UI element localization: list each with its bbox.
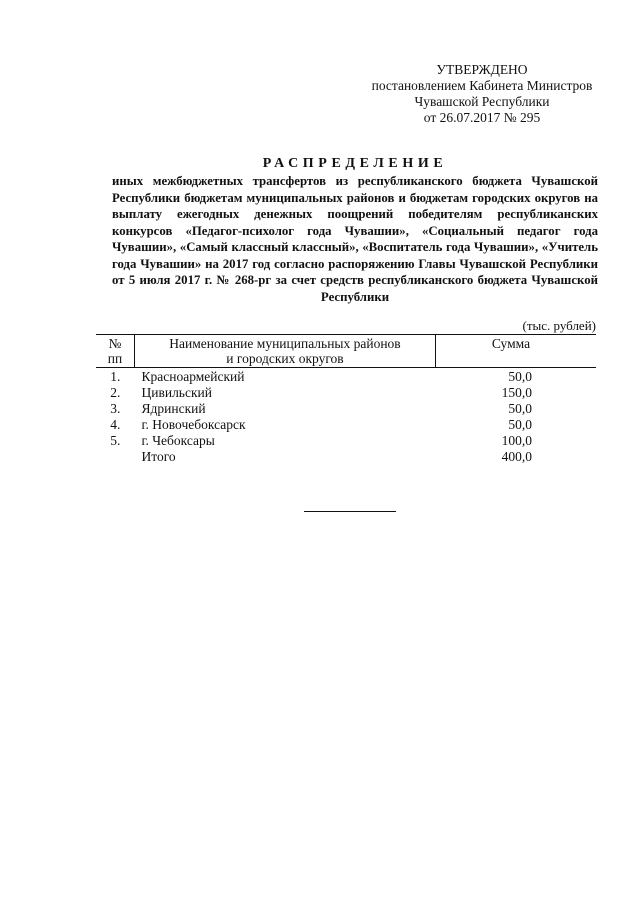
row-sum: 50,0 <box>508 369 532 384</box>
table-row <box>96 433 596 449</box>
row-number: 5. <box>110 433 121 448</box>
row-number: 1. <box>110 369 121 384</box>
table-header-row <box>96 335 596 368</box>
table-total-row <box>96 449 596 465</box>
approval-title: УТВЕРЖДЕНО <box>436 62 528 77</box>
header-number-line2: пп <box>107 351 123 366</box>
distribution-table <box>96 334 596 465</box>
row-name: Ядринский <box>141 401 206 416</box>
row-number: 4. <box>110 417 121 432</box>
total-sum: 400,0 <box>501 449 532 464</box>
total-label: Итого <box>141 449 176 464</box>
header-name <box>135 335 436 368</box>
row-name: Красноармейский <box>141 369 245 384</box>
row-sum: 50,0 <box>508 401 532 416</box>
table-row <box>96 417 596 433</box>
row-number: 3. <box>110 401 121 416</box>
row-sum: 50,0 <box>508 417 532 432</box>
closing-divider <box>304 511 396 512</box>
header-number-line1: № <box>108 336 122 351</box>
table-row <box>96 385 596 401</box>
units-note: (тыс. рублей) <box>522 318 596 333</box>
approval-stamp <box>356 62 608 126</box>
row-number: 2. <box>110 385 121 400</box>
row-name: г. Чебоксары <box>141 433 215 448</box>
header-name-line2: и городских округов <box>226 351 344 366</box>
row-name: Цивильский <box>141 385 212 400</box>
approval-region: Чувашской Республики <box>414 94 550 109</box>
document-heading: РАСПРЕДЕЛЕНИЕ <box>262 156 448 171</box>
header-number <box>96 335 135 368</box>
table-row <box>96 401 596 417</box>
approval-date-number: от 26.07.2017 № 295 <box>423 110 541 125</box>
approval-issuer: постановлением Кабинета Министров <box>371 78 593 93</box>
document-title-block <box>112 156 598 305</box>
header-sum: Сумма <box>436 335 597 368</box>
row-name: г. Новочебоксарск <box>141 417 246 432</box>
total-number <box>96 449 135 465</box>
table-row <box>96 368 596 386</box>
row-sum: 150,0 <box>501 385 532 400</box>
document-subtitle: иных межбюджетных трансфертов из республиканского бюджета Чувашской Республики бюджетам муниципальных районов и бюджетам городских округов на выплату ежегодных денежных поощрений победителям республиканских конкурсов «Педагог-психолог года Чувашии», «Социальный педагог года Чувашии», «Самый классный классный», «Воспитатель года Чувашии», «Учитель года Чувашии» на 2017 год согласно распоряжению Главы Чувашской Республики от 5 июля 2017 г. № 268-рг за счет средств республиканского бюджета Чувашской Республики <box>112 174 598 304</box>
header-name-line1: Наименование муниципальных районов <box>169 336 401 351</box>
row-sum: 100,0 <box>501 433 532 448</box>
